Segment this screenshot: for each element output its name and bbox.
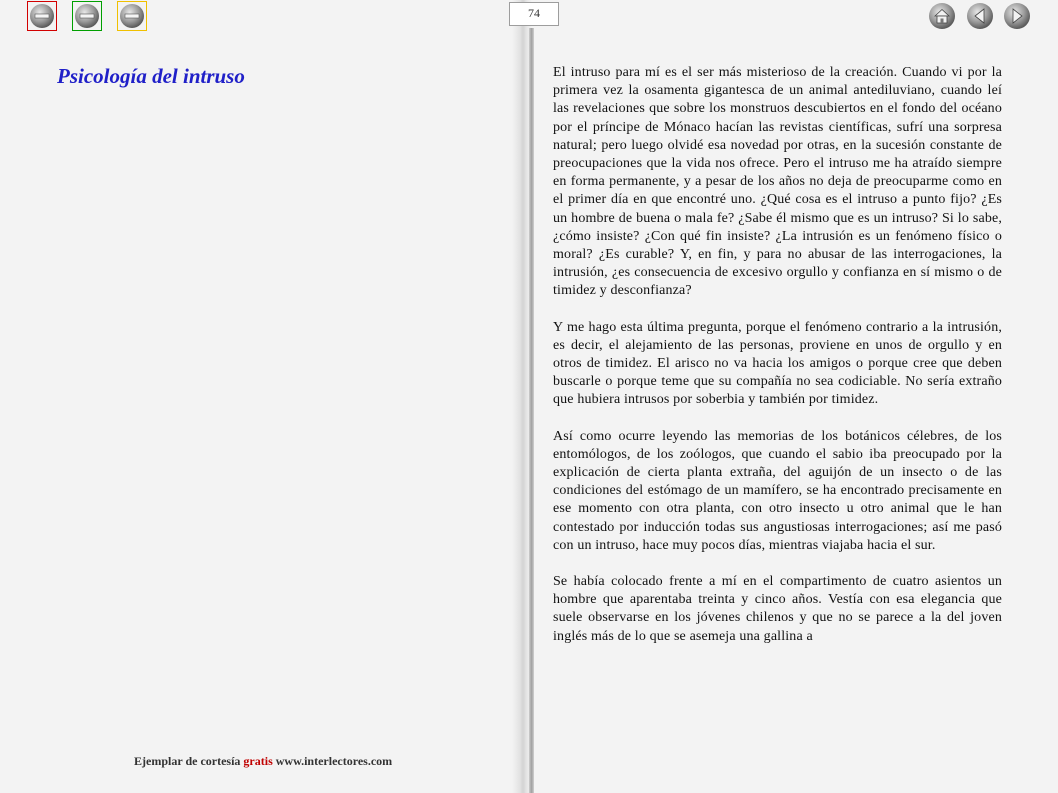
home-icon: [927, 1, 957, 31]
paragraph: Y me hago esta última pregunta, porque el fenómeno contrario a la intrusión, es decir, el alejamiento de las personas, proviene en unos de orgullo y en otros de timidez. El arisco no va hacia los amigos o porque cree que deben buscarle o porque teme que su compañía no sea codiciable. No sería extraño que hubiera intrusos por soberbia y también por timidez.: [553, 319, 1002, 408]
spine-divider: [529, 28, 534, 793]
footer-gratis: gratis: [243, 754, 273, 768]
arrow-left-icon: [965, 1, 995, 31]
left-page: [0, 0, 512, 793]
minus-icon: [73, 2, 101, 30]
minus-button-red[interactable]: [27, 1, 57, 31]
footer-prefix: Ejemplar de cortesía: [134, 754, 244, 768]
body-text: [553, 64, 1002, 664]
footer-website-link[interactable]: www.interlectores.com: [272, 754, 393, 768]
paragraph: Así como ocurre leyendo las memorias de los botánicos célebres, de los entomólogos, de los zoólogos, que cuando el sabio iba preocupado por la explicación de cierta planta extraña, del aguijón de un insecto o de las condiciones del estómago de un mamífero, se ha encontrado precisamente en ese momento con otra planta, con otro insecto u otro animal que le han contestado por inducción todas sus angustiosas interrogaciones; así me pasó con un intruso, hace muy pocos días, mientras viajaba hacia el sur.: [553, 428, 1002, 553]
arrow-right-icon: [1002, 1, 1032, 31]
paragraph: El intruso para mí es el ser más misterioso de la creación. Cuando vi por la primera vez la osamenta gigantesca de un animal antediluviano, cuando leí las revelaciones que sobre los monstruos descubiertos en el fondo del océano por el príncipe de Mónaco hacían las revistas científicas, sufrí una sorpresa natural; pero luego olvidé esa novedad por otras, en la sucesión constante de preocupaciones que la vida nos ofrece. Pero el intruso me ha atraído siempre en forma permanente, y a pesar de los años no deja de preocuparme como en el primer día en que encontré uno. ¿Qué cosa es el intruso a punto fijo? ¿Es un hombre de buena o mala fe? ¿Sabe él mismo que es un intruso? Si lo sabe, ¿cómo insiste? ¿Con qué fin insiste? ¿La intrusión es un fenómeno físico o moral? ¿Es curable? Y, en fin, y para no abusar de las interrogaciones, la intrusión, ¿es consecuencia de excesivo orgullo y confianza en sí mismo o de timidez y desconfianza?: [553, 65, 1002, 299]
chapter-title: Psicología del intruso: [57, 64, 245, 88]
previous-page-button[interactable]: [965, 1, 995, 31]
minus-button-yellow[interactable]: [117, 1, 147, 31]
next-page-button[interactable]: [1002, 1, 1032, 31]
footer-note: [134, 754, 392, 769]
minus-icon: [28, 2, 56, 30]
page-number: 74: [509, 2, 559, 26]
home-button[interactable]: [927, 1, 957, 31]
minus-button-green[interactable]: [72, 1, 102, 31]
paragraph: Se había colocado frente a mí en el compartimento de cuatro asientos un hombre que aparentaba treinta y cinco años. Vestía con esa elegancia que suele observarse en los jóvenes chilenos y que no se parece a la del joven inglés más de lo que se asemeja una gallina a: [553, 574, 1002, 644]
minus-icon: [118, 2, 146, 30]
